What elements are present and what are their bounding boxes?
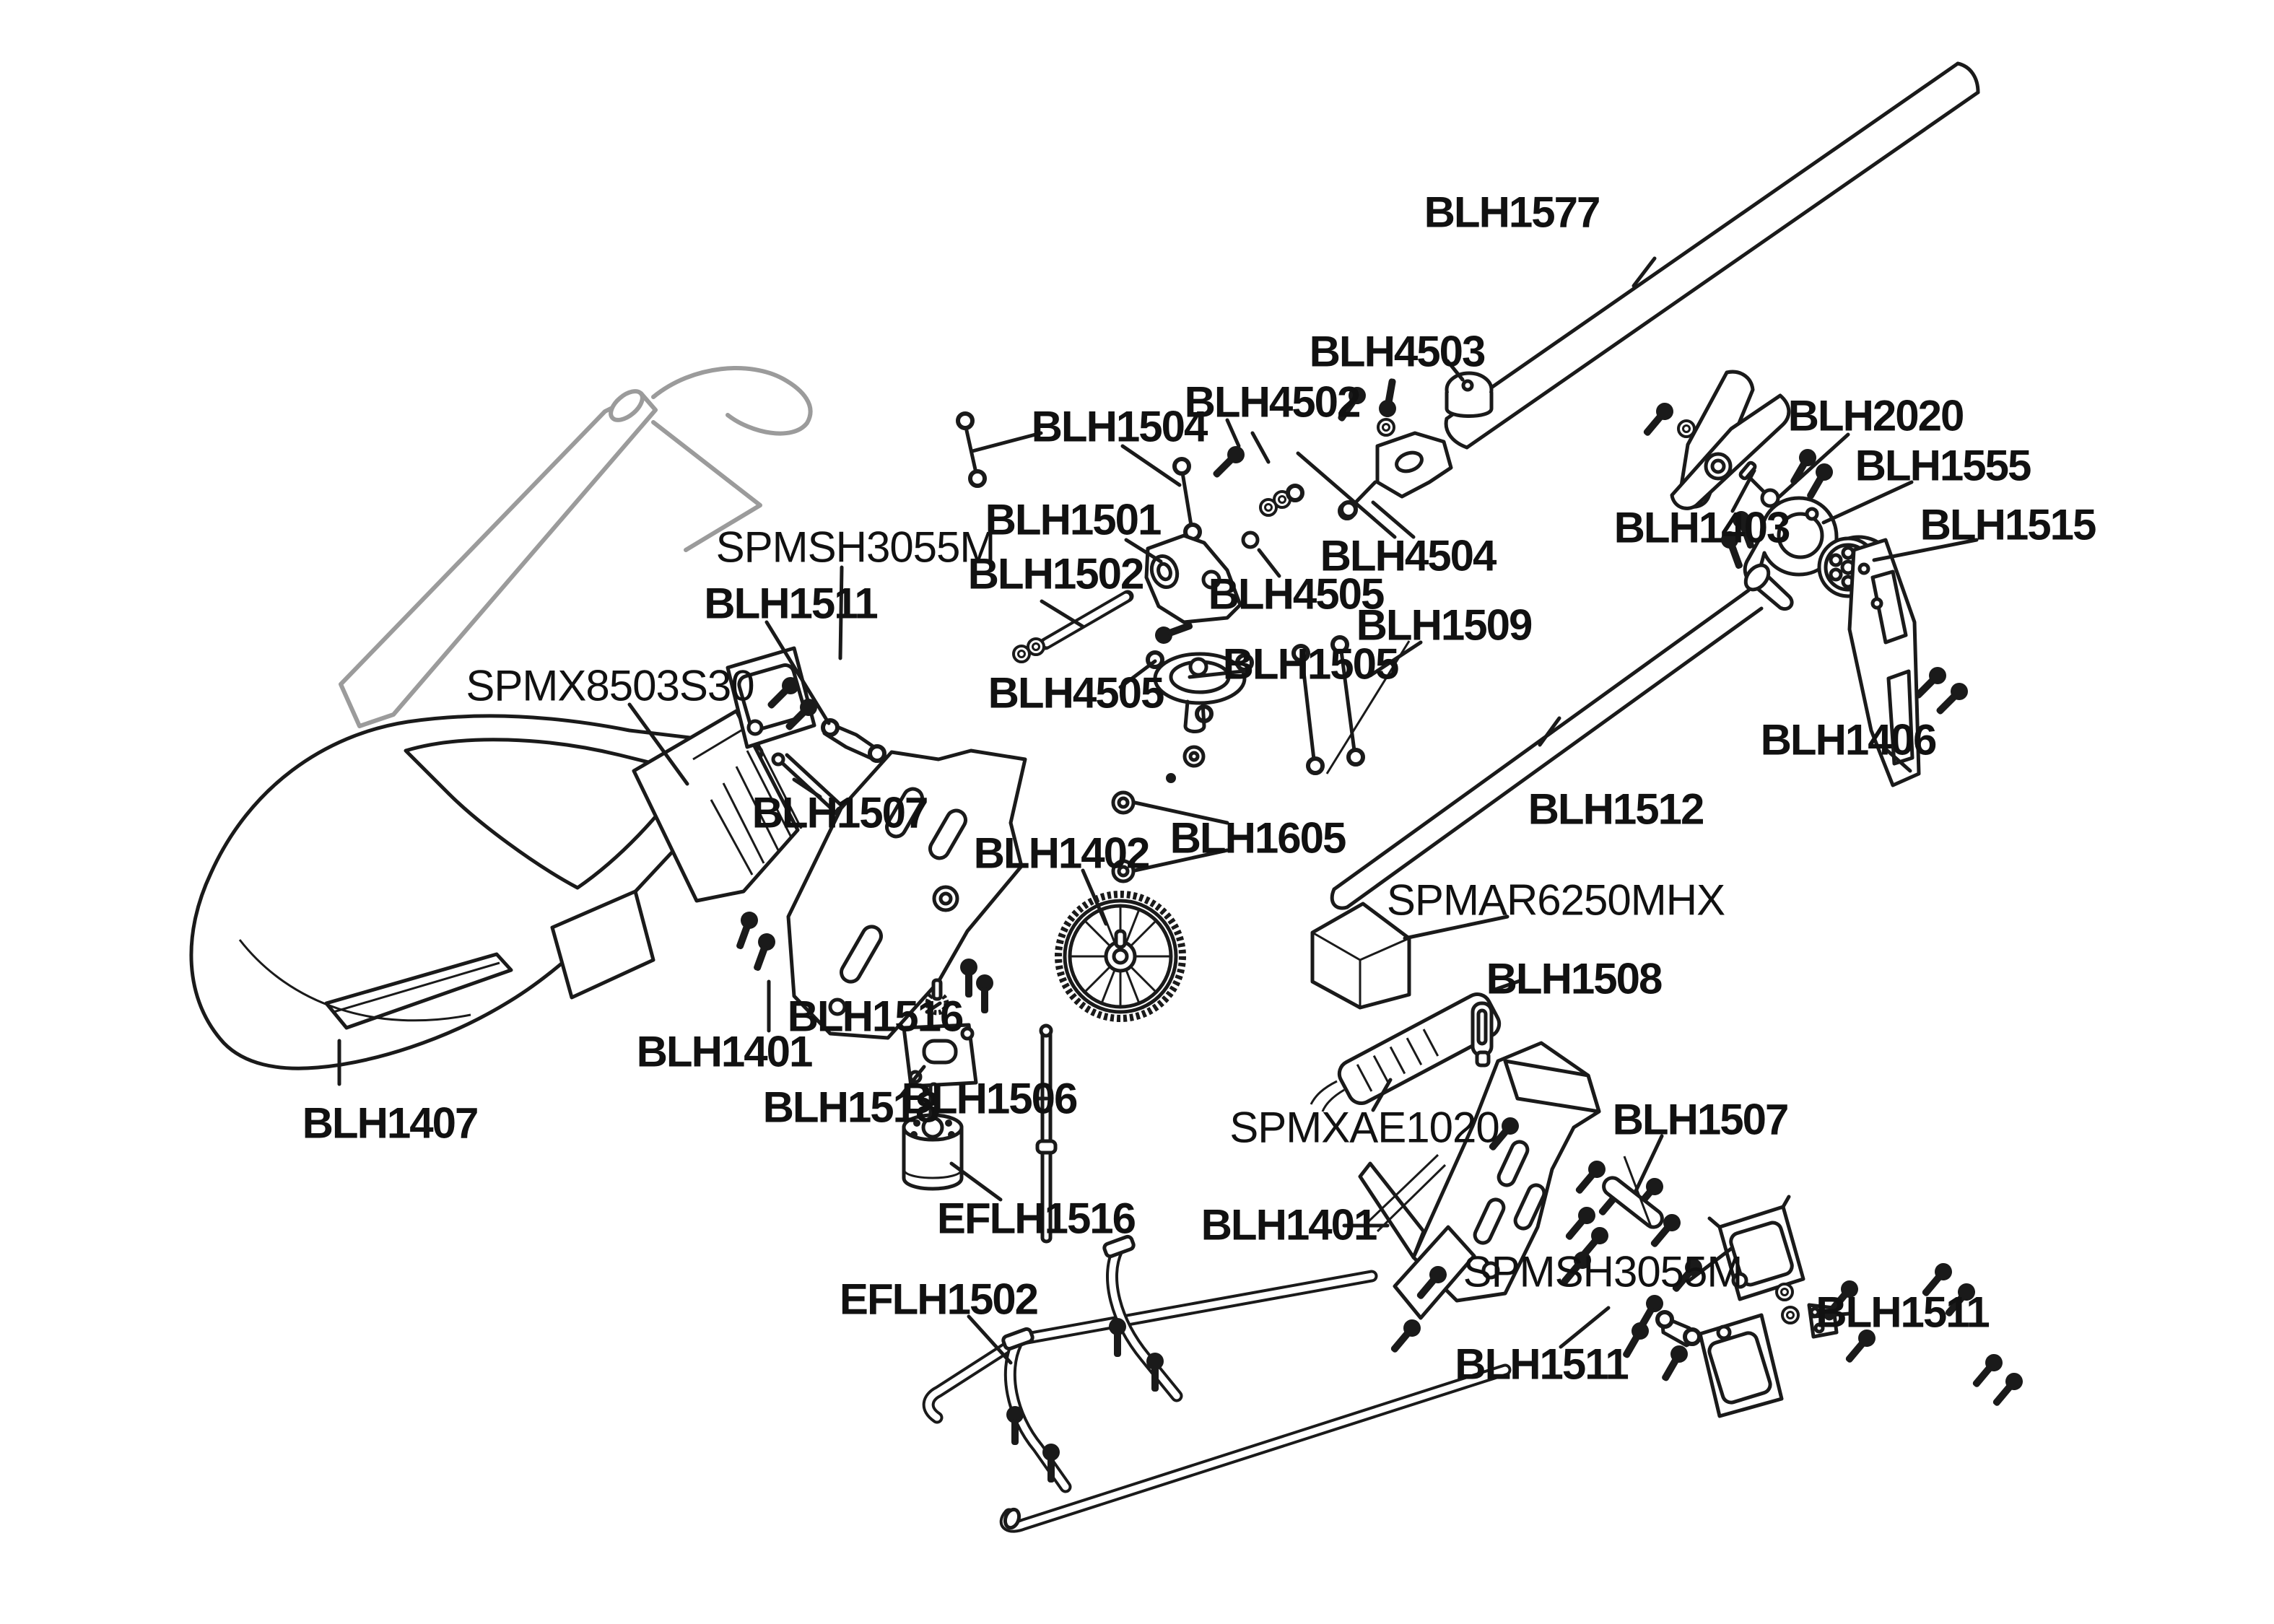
part-label-spmx8503s30: SPMX8503S30 xyxy=(466,661,754,710)
part-label-blh1511: BLH1511 xyxy=(1816,1288,1989,1337)
part-label-spmar6250mhx: SPMAR6250MHX xyxy=(1386,876,1725,925)
part-label-blh4502: BLH4502 xyxy=(1184,377,1360,427)
part-label-blh1505: BLH1505 xyxy=(1222,639,1398,689)
part-label-blh1506: BLH1506 xyxy=(901,1074,1077,1123)
part-label-blh1511: BLH1511 xyxy=(1455,1340,1628,1389)
part-label-blh1577: BLH1577 xyxy=(1424,188,1600,237)
part-label-blh4505: BLH4505 xyxy=(988,668,1164,717)
part-label-blh1507: BLH1507 xyxy=(1612,1095,1788,1144)
part-label-blh1403: BLH1403 xyxy=(1613,503,1790,552)
part-label-eflh1516: EFLH1516 xyxy=(936,1194,1136,1243)
part-label-blh1501: BLH1501 xyxy=(985,495,1161,544)
part-label-spmsh3055m: SPMSH3055M xyxy=(715,523,996,572)
part-label-blh1516: BLH1516 xyxy=(787,992,963,1041)
part-label-spmxae1020: SPMXAE1020 xyxy=(1229,1103,1499,1152)
part-label-blh4505: BLH4505 xyxy=(1208,569,1384,619)
part-label-spmsh3055m: SPMSH3055M xyxy=(1463,1247,1743,1296)
antirotation-link xyxy=(1473,1003,1491,1065)
part-label-blh1511: BLH1511 xyxy=(704,579,877,628)
part-label-blh4503: BLH4503 xyxy=(1309,327,1485,376)
part-label-blh1504: BLH1504 xyxy=(1031,402,1207,451)
main-gear xyxy=(1058,894,1182,1018)
part-label-blh1406: BLH1406 xyxy=(1760,715,1936,764)
part-label-blh1507: BLH1507 xyxy=(752,788,928,837)
part-label-eflh1502: EFLH1502 xyxy=(839,1275,1038,1324)
part-label-blh1509: BLH1509 xyxy=(1356,601,1532,650)
part-label-blh1407: BLH1407 xyxy=(302,1099,478,1148)
part-label-blh1401: BLH1401 xyxy=(636,1027,812,1076)
part-label-blh1508: BLH1508 xyxy=(1486,954,1662,1003)
part-label-blh1605: BLH1605 xyxy=(1169,813,1346,863)
part-label-blh1555: BLH1555 xyxy=(1855,441,2031,490)
part-label-blh1512: BLH1512 xyxy=(1528,785,1704,834)
part-label-blh2020: BLH2020 xyxy=(1787,391,1964,440)
part-label-blh4504: BLH4504 xyxy=(1320,531,1496,580)
part-label-blh1502: BLH1502 xyxy=(967,549,1143,598)
part-label-blh1401: BLH1401 xyxy=(1201,1200,1377,1249)
part-label-blh1515: BLH1515 xyxy=(1920,500,2096,549)
part-label-blh1518: BLH1518 xyxy=(762,1083,938,1132)
part-label-blh1402: BLH1402 xyxy=(973,829,1149,878)
